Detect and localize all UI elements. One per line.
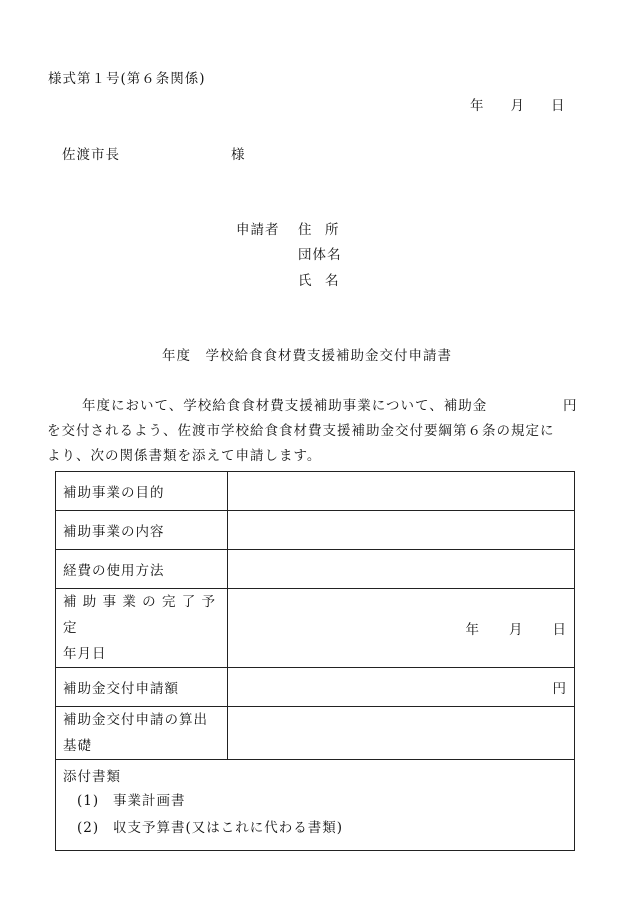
purpose-label: 補助事業の目的 [56, 472, 228, 511]
table-row [56, 550, 575, 589]
completion-date-field[interactable]: 年 月 日 [228, 589, 575, 668]
body-line-2: を交付されるよう、佐渡市学校給食食材費支援補助金交付要綱第６条の規定に [47, 423, 555, 439]
addressee-name: 佐渡市長 [62, 147, 120, 163]
completion-date-label [56, 589, 228, 668]
body-line-1-unit: 円 [563, 398, 577, 414]
usage-label: 経費の使用方法 [56, 550, 228, 589]
body-line-1: 年度において、学校給食食材費支援補助事業について、補助金 [82, 398, 488, 414]
basis-label [56, 707, 228, 760]
table-row [56, 511, 575, 550]
content-field[interactable] [228, 511, 575, 550]
attachment-number: (2) [77, 820, 100, 836]
list-item [63, 815, 567, 842]
amount-field[interactable]: 円 [228, 668, 575, 707]
completion-label-line-2: 年月日 [63, 646, 107, 662]
amount-label: 補助金交付申請額 [56, 668, 228, 707]
table-row [56, 472, 575, 511]
name-label: 氏 名 [298, 273, 339, 289]
attachment-number: (1) [77, 793, 100, 809]
content-label: 補助事業の内容 [56, 511, 228, 550]
completion-label-line-1: 補 助 事 業 の 完 了 予 定 [63, 594, 217, 636]
attachments-label: 添付書類 [63, 769, 121, 785]
table-row [56, 707, 575, 760]
list-item [63, 788, 567, 815]
applicant-label: 申請者 [236, 222, 280, 238]
date-line: 年 月 日 [470, 98, 565, 114]
table-row [56, 668, 575, 707]
attachment-text: 事業計画書 [113, 793, 186, 809]
basis-label-line-1: 補助金交付申請の算出 [63, 712, 208, 728]
basis-field[interactable] [228, 707, 575, 760]
form-number: 様式第１号(第６条関係) [48, 71, 206, 87]
addressee-honorific: 様 [231, 147, 245, 163]
attachments-cell [56, 760, 575, 851]
group-name-label: 団体名 [298, 247, 342, 263]
usage-field[interactable] [228, 550, 575, 589]
basis-label-line-2: 基礎 [63, 738, 92, 754]
body-line-3: より、次の関係書類を添えて申請します。 [47, 448, 322, 464]
table-row [56, 589, 575, 668]
purpose-field[interactable] [228, 472, 575, 511]
attachment-text: 収支予算書(又はこれに代わる書類) [113, 820, 344, 836]
address-label: 住 所 [298, 222, 339, 238]
attachments-row [56, 760, 575, 851]
application-table [55, 471, 575, 851]
document-title: 年度 学校給食食材費支援補助金交付申請書 [162, 348, 452, 364]
